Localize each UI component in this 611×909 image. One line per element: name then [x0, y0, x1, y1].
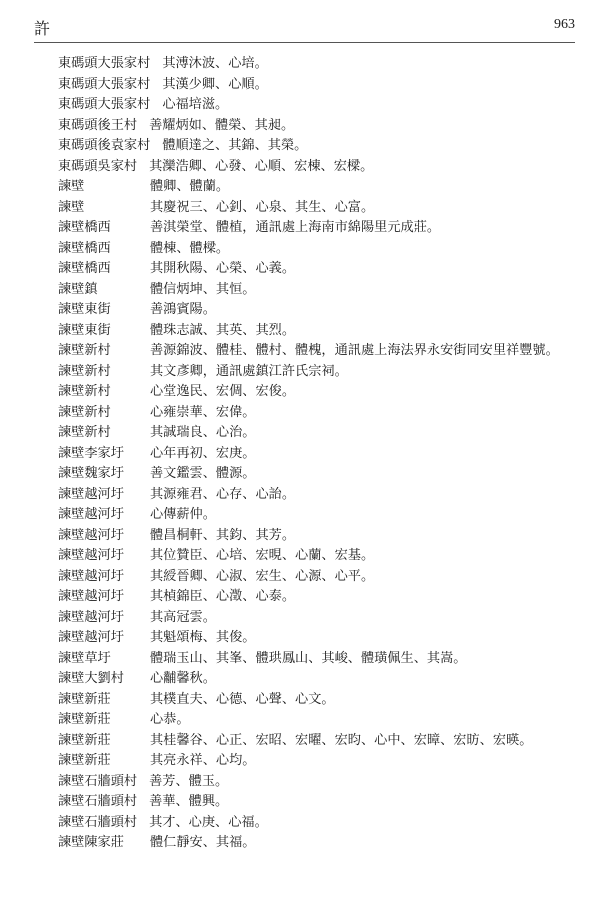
entry-row: [58, 198, 588, 219]
entry-place: 東碼頭後袁家村: [58, 138, 151, 153]
entry-names: 心福培滋。: [162, 97, 229, 112]
entry-row: [58, 239, 588, 260]
entry-names: 其文彥卿，通訊處鎮江許氏宗祠。: [150, 363, 348, 379]
entry-row: [58, 403, 588, 424]
entry-names: 其慶祝三、心釗、心泉、其生、心富。: [150, 199, 375, 215]
entry-place: 諫壁越河圩: [58, 568, 124, 584]
entry-row: [58, 75, 588, 96]
page-number: 963: [554, 17, 575, 32]
entry-place: 諫壁魏家圩: [58, 466, 124, 481]
entry-names: 心年再初、宏庚。: [150, 445, 256, 461]
entry-names: 善耀炳如、體榮、其昶。: [149, 117, 295, 133]
entry-row: [58, 751, 588, 772]
entry-place: 諫壁越河圩: [58, 630, 124, 645]
entry-place: 諫壁東街: [58, 322, 111, 338]
entry-names: 其楨錦臣、心澂、心泰。: [150, 589, 296, 604]
entry-row: [58, 526, 588, 547]
entry-names: 其亮永祥、心均。: [150, 753, 256, 768]
entry-row: [58, 587, 588, 608]
entry-place: 東碼頭大張家村: [58, 97, 151, 112]
entry-row: [58, 362, 588, 383]
entry-row: [58, 546, 588, 567]
entry-row: [58, 710, 588, 731]
entry-place: 諫壁石牆頭村: [58, 773, 138, 789]
entry-row: [58, 382, 588, 403]
entry-names: 體卿、體蘭。: [150, 179, 230, 194]
entry-names: 心傳薪仲。: [150, 507, 216, 522]
entry-place: 東碼頭後王村: [58, 117, 138, 133]
entry-place: 諫壁新莊: [58, 753, 111, 768]
entry-place: 諫壁越河圩: [58, 507, 124, 522]
entry-row: [58, 218, 588, 239]
entry-row: [58, 464, 588, 485]
entry-names: 心堂逸民、宏倜、宏俊。: [150, 384, 296, 399]
entry-place: 諫壁新村: [58, 343, 111, 358]
entry-names: 善淇榮堂、體植，通訊處上海南市綿陽里元成莊。: [150, 220, 441, 235]
entry-place: 諫壁東街: [58, 302, 111, 317]
entry-place: 諫壁石牆頭村: [58, 794, 138, 809]
entry-place: 諫壁新莊: [58, 712, 111, 727]
entry-names: 體瑞玉山、其峯、體珙鳳山、其峻、體璜佩生、其嵩。: [150, 650, 467, 666]
entry-place: 諫壁橋西: [58, 240, 111, 256]
entry-place: 東碼頭大張家村: [58, 76, 151, 92]
entry-place: 諫壁越河圩: [58, 527, 124, 543]
entry-row: [58, 813, 588, 834]
entry-place: 諫壁新村: [58, 404, 111, 420]
entry-names: 其灤浩卿、心發、心順、宏棟、宏樑。: [149, 158, 374, 174]
entry-row: [58, 690, 588, 711]
entry-place: 諫壁橋西: [58, 261, 111, 276]
entry-place: 諫壁橋西: [58, 220, 111, 235]
entry-row: [58, 567, 588, 588]
entry-place: 東碼頭吳家村: [58, 158, 138, 174]
entry-row: [58, 341, 588, 362]
entry-place: 諫壁新莊: [58, 732, 111, 748]
entry-row: [58, 505, 588, 526]
entry-names: 善芳、體玉。: [149, 773, 229, 789]
entry-names: 善鴻賓陽。: [150, 302, 216, 317]
entry-names: 其誠瑞良、心治。: [150, 425, 256, 440]
entry-place: 諫壁新村: [58, 363, 111, 379]
entry-row: [58, 731, 588, 752]
entry-row: [58, 423, 588, 444]
entry-row: [58, 136, 588, 157]
entry-place: 諫壁越河圩: [58, 486, 124, 502]
entry-place: 諫壁李家圩: [58, 445, 124, 461]
entry-list: [58, 54, 588, 854]
entry-row: [58, 300, 588, 321]
entry-row: [58, 669, 588, 690]
entry-row: [58, 280, 588, 301]
entry-names: 心黼馨秋。: [150, 671, 216, 686]
entry-row: [58, 54, 588, 75]
entry-place: 諫壁: [58, 199, 85, 215]
running-title: 許: [34, 19, 52, 38]
entry-names: 其位贊臣、心培、宏晛、心蘭、宏基。: [150, 548, 375, 563]
header-rule: [34, 42, 575, 43]
entry-place: 諫壁越河圩: [58, 589, 124, 604]
entry-names: 其溥沐波、心培。: [162, 56, 268, 71]
entry-place: 諫壁: [58, 179, 85, 194]
entry-names: 其開秋陽、心榮、心義。: [150, 261, 296, 276]
entry-names: 其綬晉卿、心淑、宏生、心源、心平。: [150, 568, 375, 584]
entry-names: 善華、體興。: [149, 794, 229, 809]
entry-place: 諫壁新莊: [58, 691, 111, 707]
page-header: [34, 14, 575, 40]
entry-names: 體信炳坤、其恒。: [150, 281, 256, 297]
entry-names: 其桂馨谷、心正、宏昭、宏曜、宏昀、心中、宏暲、宏昉、宏暎。: [150, 732, 533, 748]
entry-names: 善源錦波、體桂、體村、體槐，通訊處上海法界永安街同安里祥豐號。: [150, 343, 559, 358]
entry-row: [58, 833, 588, 854]
entry-place: 諫壁新村: [58, 425, 111, 440]
entry-names: 其樸直夫、心德、心聲、心文。: [150, 691, 335, 707]
entry-row: [58, 259, 588, 280]
entry-names: 體仁靜安、其福。: [150, 835, 256, 850]
entry-names: 體珠志誠、其英、其烈。: [150, 322, 296, 338]
entry-names: 體順達之、其錦、其榮。: [162, 138, 308, 153]
entry-names: 其源雍君、心存、心詒。: [150, 486, 296, 502]
entry-place: 諫壁石牆頭村: [58, 814, 138, 830]
entry-place: 諫壁草圩: [58, 650, 111, 666]
entry-place: 諫壁新村: [58, 384, 111, 399]
entry-row: [58, 772, 588, 793]
entry-place: 東碼頭大張家村: [58, 56, 151, 71]
entry-names: 其魁頌梅、其俊。: [150, 630, 256, 645]
entry-row: [58, 116, 588, 137]
entry-names: 善文鑑雲、體源。: [150, 466, 256, 481]
entry-names: 體昌桐軒、其鈞、其芳。: [150, 527, 296, 543]
entry-names: 其高冠雲。: [150, 609, 216, 625]
entry-place: 諫壁越河圩: [58, 548, 124, 563]
entry-row: [58, 177, 588, 198]
entry-place: 諫壁越河圩: [58, 609, 124, 625]
entry-names: 心雍崇華、宏偉。: [150, 404, 256, 420]
entry-row: [58, 157, 588, 178]
entry-row: [58, 649, 588, 670]
entry-names: 其漢少卿、心順。: [162, 76, 268, 92]
entry-place: 諫壁鎮: [58, 281, 98, 297]
entry-row: [58, 608, 588, 629]
entry-row: [58, 444, 588, 465]
entry-names: 體棟、體樑。: [150, 240, 230, 256]
entry-row: [58, 95, 588, 116]
entry-place: 諫壁大劉村: [58, 671, 124, 686]
entry-row: [58, 792, 588, 813]
entry-row: [58, 321, 588, 342]
entry-place: 諫壁陳家莊: [58, 835, 124, 850]
entry-names: 心恭。: [150, 712, 190, 727]
entry-row: [58, 628, 588, 649]
entry-row: [58, 485, 588, 506]
entry-names: 其才、心庚、心福。: [149, 814, 268, 830]
